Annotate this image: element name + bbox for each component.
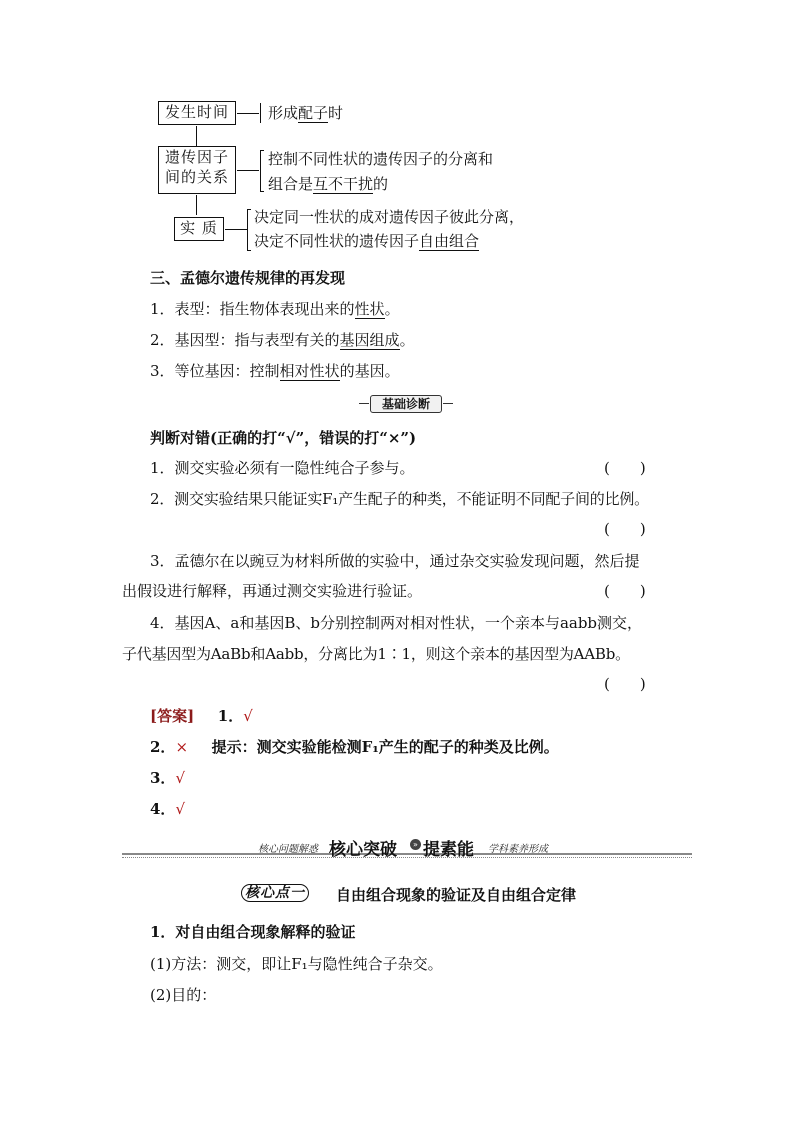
answer-blank-4[interactable]: ( )	[604, 675, 646, 693]
connector	[196, 126, 197, 146]
divider	[122, 853, 692, 855]
core-item-1-1: (1)方法：测交，即让F₁与隐性纯合子杂交。	[150, 955, 443, 973]
answer-blank-3[interactable]: ( )	[604, 582, 646, 600]
connector	[196, 195, 197, 215]
section-band	[122, 836, 692, 858]
quiz-question-2: 2．测交实验结果只能证实F₁产生配子的种类，不能证明不同配子间的比例。	[150, 490, 649, 508]
box2-description-line1: 控制不同性状的遗传因子的分离和	[268, 150, 494, 168]
connector	[237, 113, 259, 114]
definition-genotype: 2．基因型：指与表型有关的基因组成。	[150, 331, 415, 349]
connector	[237, 170, 259, 171]
cross-mark: ×	[175, 738, 189, 756]
box3-description-line2: 决定不同性状的遗传因子自由组合	[254, 232, 480, 250]
quiz-question-1: 1．测交实验必须有一隐性纯合子参与。	[150, 459, 415, 477]
box-occurrence-time: 发生时间	[158, 101, 236, 125]
answer-3: 3．√	[150, 769, 185, 787]
brace	[260, 150, 264, 192]
band-right-title: 提素能	[423, 840, 474, 860]
answer-4: 4．√	[150, 800, 185, 818]
answer-tag: [答案]	[150, 707, 195, 725]
band-right-caption: 学科素养形成	[488, 844, 548, 855]
quiz-question-3-line1: 3．孟德尔在以豌豆为材料所做的实验中，通过杂交实验发现问题，然后提	[150, 552, 640, 570]
definition-phenotype: 1．表型：指生物体表现出来的性状。	[150, 300, 400, 318]
core-point-title: 自由组合现象的验证及自由组合定律	[336, 886, 577, 904]
arrow-icon: »	[410, 839, 421, 850]
divider	[122, 857, 692, 858]
brace	[247, 209, 251, 251]
section-heading: 三、孟德尔遗传规律的再发现	[150, 269, 346, 287]
brace	[260, 103, 264, 123]
basic-diagnosis-badge: 基础诊断	[370, 395, 442, 413]
core-item-1-2: (2)目的：	[150, 986, 217, 1004]
quiz-instruction: 判断对错(正确的打“√”，错误的打“×”)	[150, 429, 417, 447]
box-factor-relation: 遗传因子 间的关系	[158, 146, 236, 194]
box3-description-line1: 决定同一性状的成对遗传因子彼此分离，	[254, 208, 525, 226]
core-point-label: 核心点一	[241, 884, 321, 904]
answer-blank-1[interactable]: ( )	[604, 459, 646, 477]
quiz-question-4-line1: 4．基因A、a和基因B、b分别控制两对相对性状，一个亲本与aabb测交，	[150, 614, 643, 632]
check-mark: √	[175, 800, 185, 818]
check-mark: √	[243, 707, 253, 725]
box-essence: 实 质	[174, 217, 224, 241]
quiz-question-3-line2: 出假设进行解释，再通过测交实验进行验证。	[122, 582, 423, 600]
connector	[225, 229, 247, 230]
answer-1: [答案] 1．√	[150, 707, 253, 725]
band-left-title: 核心突破	[329, 840, 397, 860]
check-mark: √	[175, 769, 185, 787]
answer-blank-2[interactable]: ( )	[604, 520, 646, 538]
definition-allele: 3．等位基因：控制相对性状的基因。	[150, 362, 400, 380]
box1-description: 形成配子时	[268, 104, 344, 122]
band-left-caption: 核心问题解惑	[258, 844, 318, 855]
core-item-1: 1．对自由组合现象解释的验证	[150, 923, 356, 941]
answer-2: 2．× 提示：测交实验能检测F₁产生的配子的种类及比例。	[150, 738, 559, 756]
quiz-question-4-line2: 子代基因型为AaBb和Aabb，分离比为1∶1，则这个亲本的基因型为AABb。	[122, 645, 630, 663]
box2-description-line2: 组合是互不干扰的	[268, 175, 389, 193]
